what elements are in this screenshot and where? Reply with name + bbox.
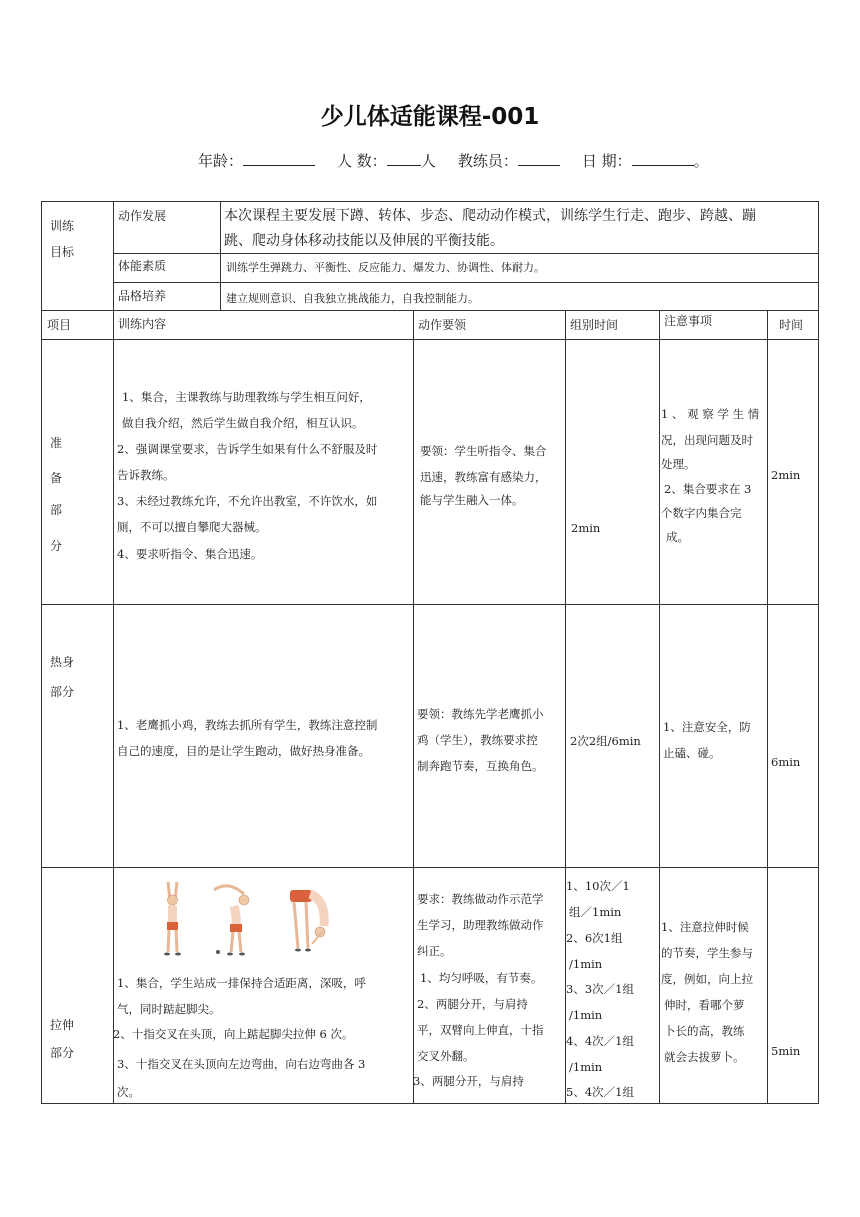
warmup-key-line: 要领：教练先学老鹰抓小	[417, 707, 544, 721]
stretch-content-line: 气，同时踮起脚尖。	[117, 1002, 221, 1016]
prep-content-line: 1、集合，主课教练与助理教练与学生相互问好，	[122, 390, 371, 404]
prep-key-line: 要领：学生听指令、集合	[420, 444, 547, 458]
stretch-key-line: 平，双臂向上伸直，十指	[417, 1023, 544, 1037]
col-header-key-points: 动作要领	[418, 318, 467, 332]
stretch-name-line1: 拉伸	[50, 1018, 75, 1032]
prep-name-char3: 部	[50, 503, 63, 517]
figure-side-bend	[204, 880, 262, 960]
prep-content-line: 告诉教练。	[117, 468, 175, 482]
coach-blank	[518, 151, 560, 166]
prep-notes-line: 处理。	[661, 457, 696, 471]
stretch-content-line: 1、集合，学生站成一排保持合适距离，深吸，呼	[117, 976, 366, 990]
stretch-sets-line: 组／1min	[569, 905, 622, 919]
col-header-sets-time: 组别时间	[570, 318, 619, 332]
stretch-key-line: 3、两腿分开，与肩持	[413, 1074, 524, 1088]
stretch-notes-line: 伸时，看哪个萝	[664, 998, 745, 1012]
stretch-content-line: 2、十指交叉在头顶，向上踮起脚尖拉伸 6 次。	[113, 1027, 354, 1041]
prep-notes-line: 成。	[666, 530, 689, 544]
prep-key-line: 迅速，教练富有感染力，	[420, 470, 547, 484]
prep-name-char1: 准	[50, 436, 63, 450]
stretch-sets-line: 1、10次／1	[566, 879, 630, 893]
prep-name-char4: 分	[50, 539, 63, 553]
prep-notes-line: 个数字内集合完	[661, 506, 742, 520]
prep-key-line: 能与学生融入一体。	[420, 493, 524, 507]
stretch-key-line: 要求：教练做动作示范学	[417, 892, 544, 906]
warmup-time: 6min	[771, 755, 801, 769]
goals-label-line2: 目标	[50, 245, 75, 259]
warmup-notes-line: 止磕、碰。	[663, 746, 721, 760]
stretch-notes-line: 的节奏，学生参与	[661, 946, 753, 960]
coach-label: 教练员：	[457, 152, 518, 170]
stretch-notes-line: 卜长的高，教练	[664, 1024, 745, 1038]
stretch-key-line: 2、两腿分开，与肩持	[417, 997, 528, 1011]
warmup-content-line: 自己的速度，目的是让学生跑动，做好热身准备。	[117, 744, 370, 758]
col-header-content: 训练内容	[118, 317, 167, 331]
goal-name-movement: 动作发展	[118, 209, 167, 223]
col-header-time: 时间	[779, 318, 804, 332]
col-header-notes: 注意事项	[664, 314, 713, 328]
goal-text-character: 建立规则意识、自我独立挑战能力，自我控制能力。	[226, 292, 479, 305]
col-header-item: 项目	[47, 318, 72, 332]
warmup-name-line1: 热身	[50, 655, 75, 669]
stretch-content-line: 次。	[117, 1085, 140, 1099]
count-unit: 人	[420, 152, 436, 170]
warmup-notes-line: 1、注意安全，防	[663, 720, 751, 734]
warmup-sets-time: 2次2组/6min	[570, 734, 641, 748]
stretch-key-line: 交叉外翻。	[417, 1049, 475, 1063]
warmup-content-line: 1、老鹰抓小鸡，教练去抓所有学生，教练注意控制	[117, 718, 378, 732]
date-blank	[632, 151, 694, 166]
prep-notes-line: 况，出现问题及时	[661, 433, 753, 447]
prep-content-line: 2、强调课堂要求，告诉学生如果有什么不舒服及时	[117, 442, 378, 456]
prep-name-char2: 备	[50, 471, 63, 485]
prep-sets-time: 2min	[571, 521, 601, 535]
end-mark: 。	[693, 152, 709, 170]
prep-notes-line: 1 、 观 察 学 生 情	[661, 407, 760, 421]
date-label: 日 期：	[581, 152, 632, 170]
age-label: 年龄：	[198, 152, 244, 170]
stretch-notes-line: 度，例如，向上拉	[661, 972, 753, 986]
figure-standing-reach	[150, 878, 195, 960]
goal-text-fitness: 训练学生弹跳力、平衡性、反应能力、爆发力、协调性、体耐力。	[226, 261, 545, 274]
prep-content-line: 做自我介绍，然后学生做自我介绍，相互认识。	[122, 416, 364, 430]
stretch-key-line: 生学习，助理教练做动作	[417, 918, 544, 932]
stretch-notes-line: 1、注意拉伸时候	[661, 920, 749, 934]
stretch-sets-line: 4、4次／1组	[566, 1034, 634, 1048]
stretch-key-line: 1、均匀呼吸，有节奏。	[420, 971, 543, 985]
prep-time: 2min	[771, 468, 801, 482]
prep-content-line: 3、未经过教练允许，不允许出教室，不许饮水，如	[117, 494, 378, 508]
goal-text-movement-line1: 本次课程主要发展下蹲、转体、步态、爬动动作模式，训练学生行走、跑步、跨越、蹦	[224, 208, 756, 224]
count-label: 人 数：	[337, 152, 387, 170]
age-blank	[243, 151, 315, 166]
stretch-sets-line: /1min	[569, 1008, 603, 1022]
count-blank	[387, 151, 421, 166]
page-title: 少儿体适能课程-001	[320, 104, 540, 130]
stretch-sets-line: 3、3次／1组	[566, 982, 634, 996]
stretch-key-line: 纠正。	[417, 944, 452, 958]
stretch-sets-line: 5、4次／1组	[566, 1085, 634, 1099]
figure-forward-bend	[282, 882, 340, 960]
goal-name-character: 品格培养	[118, 289, 167, 303]
goal-name-fitness: 体能素质	[118, 259, 167, 273]
stretch-sets-line: 2、6次1组	[566, 931, 623, 945]
stretch-time: 5min	[771, 1044, 801, 1058]
stretch-content-line: 3、十指交叉在头顶向左边弯曲，向右边弯曲各 3	[117, 1057, 366, 1071]
stretch-sets-line: /1min	[569, 957, 603, 971]
warmup-name-line2: 部分	[50, 685, 75, 699]
prep-content-line: 厕，不可以擅自攀爬大器械。	[117, 520, 267, 534]
course-meta-line	[198, 150, 709, 171]
goals-label-line1: 训练	[50, 219, 75, 233]
goal-text-movement-line2: 跳、爬动身体移动技能以及伸展的平衡技能。	[224, 233, 504, 249]
stretch-sets-line: /1min	[569, 1060, 603, 1074]
warmup-key-line: 鸡（学生），教练要求控	[417, 733, 538, 747]
stretch-notes-line: 就会去拔萝卜。	[664, 1050, 745, 1064]
stretch-name-line2: 部分	[50, 1046, 75, 1060]
prep-notes-line: 2、集合要求在 3	[664, 482, 752, 496]
warmup-key-line: 制奔跑节奏，互换角色。	[417, 759, 544, 773]
prep-content-line: 4、要求听指令、集合迅速。	[117, 547, 263, 561]
